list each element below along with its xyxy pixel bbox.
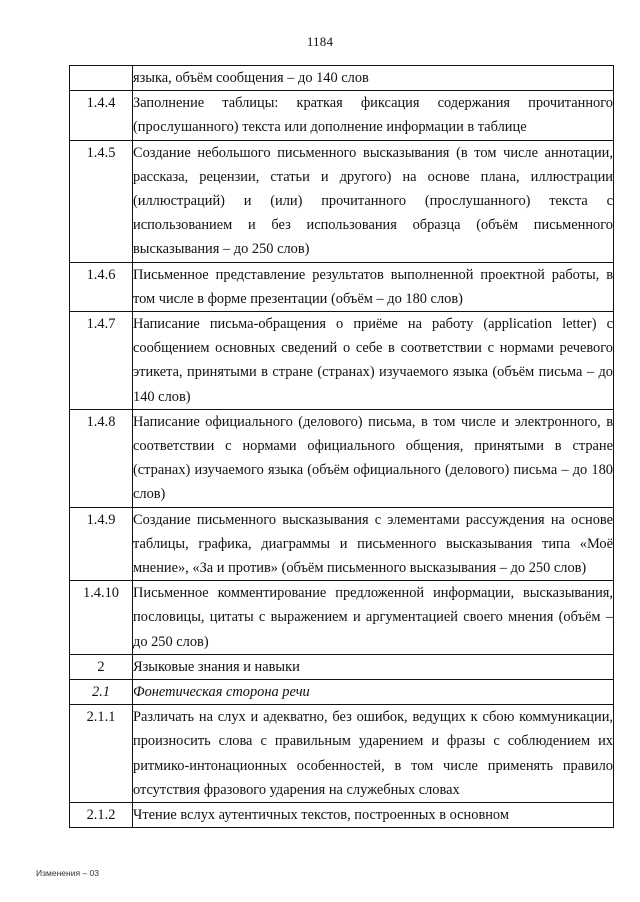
- row-number: 1.4.9: [70, 507, 133, 581]
- table-row: [70, 409, 614, 507]
- footer-note: Изменения – 03: [36, 868, 99, 878]
- row-text: Чтение вслух аутентичных текстов, построенных в основном: [133, 803, 614, 828]
- table-row: [70, 140, 614, 262]
- table-row: [70, 66, 614, 91]
- row-text: Различать на слух и адекватно, без ошибок, ведущих к сбою коммуникации, произносить слова с правильным ударением и фразы с соблюдением их ритмико-интонационных особенностей, в том числе применять правило отсутствия фразового ударения на служебных словах: [133, 705, 614, 803]
- row-number: 2.1.2: [70, 803, 133, 828]
- table-row: [70, 507, 614, 581]
- table-row: [70, 91, 614, 140]
- row-text: Языковые знания и навыки: [133, 654, 614, 679]
- row-text: Фонетическая сторона речи: [133, 680, 614, 705]
- row-number: [70, 66, 133, 91]
- row-number: 1.4.4: [70, 91, 133, 140]
- row-number: 1.4.7: [70, 312, 133, 410]
- row-text: Письменное комментирование предложенной информации, высказывания, пословицы, цитаты с выражением и аргументацией своего мнения (объём – до 250 слов): [133, 581, 614, 655]
- row-text: Создание небольшого письменного высказывания (в том числе аннотации, рассказа, рецензии, статьи и другого) на основе плана, иллюстрации (иллюстраций) и (или) прочитанного (прослушанного) текста с использованием и без использования образца (объём письменного высказывания – до 250 слов): [133, 140, 614, 262]
- row-number: 1.4.6: [70, 262, 133, 311]
- row-text: Написание официального (делового) письма, в том числе и электронного, в соответствии с нормами официального общения, принятыми в стране (странах) изучаемого языка (объём официального (делового) письма – до 180 слов): [133, 409, 614, 507]
- row-text: Создание письменного высказывания с элементами рассуждения на основе таблицы, графика, диаграммы и письменного высказывания типа «Моё мнение», «За и против» (объём письменного высказывания – до 250 слов): [133, 507, 614, 581]
- row-text: языка, объём сообщения – до 140 слов: [133, 66, 614, 91]
- table-row: [70, 262, 614, 311]
- content-table: [69, 65, 614, 828]
- table-body: [70, 66, 614, 828]
- row-text: Заполнение таблицы: краткая фиксация содержания прочитанного (прослушанного) текста или дополнение информации в таблице: [133, 91, 614, 140]
- table-row: [70, 803, 614, 828]
- row-number: 2.1.1: [70, 705, 133, 803]
- table-row: [70, 312, 614, 410]
- row-number: 2.1: [70, 680, 133, 705]
- row-number: 1.4.5: [70, 140, 133, 262]
- table-row: [70, 581, 614, 655]
- row-number: 1.4.10: [70, 581, 133, 655]
- row-number: 2: [70, 654, 133, 679]
- page-number: 1184: [306, 34, 334, 49]
- row-text: Письменное представление результатов выполненной проектной работы, в том числе в форме презентации (объём – до 180 слов): [133, 262, 614, 311]
- table-row: [70, 680, 614, 705]
- row-number: 1.4.8: [70, 409, 133, 507]
- row-text: Написание письма-обращения о приёме на работу (application letter) с сообщением основных сведений о себе в соответствии с нормами речевого этикета, принятыми в стране (странах) изучаемого языка (объём письма – до 140 слов): [133, 312, 614, 410]
- table-row: [70, 705, 614, 803]
- table-row: [70, 654, 614, 679]
